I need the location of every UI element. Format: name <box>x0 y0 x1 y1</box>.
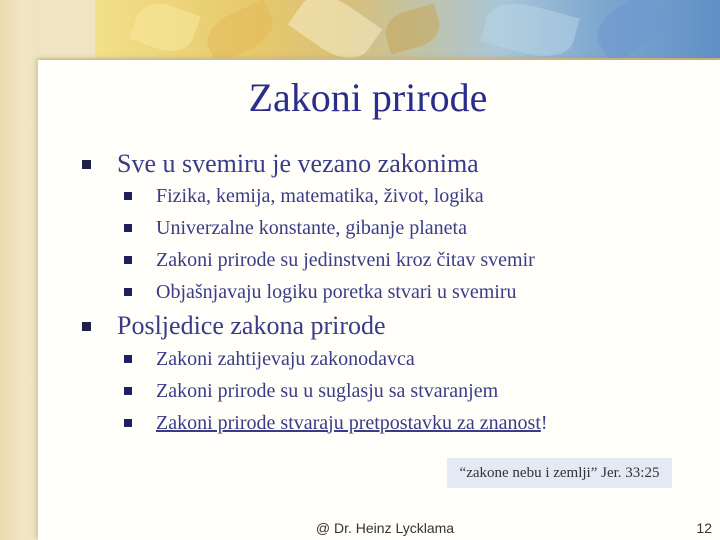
sub-bullet-item <box>124 212 535 244</box>
sub-bullet-text: Zakoni zahtijevaju zakonodavca <box>156 347 415 370</box>
sub-bullet-text: Objašnjavaju logiku poretka stvari u svemiru <box>156 280 517 303</box>
square-bullet-icon <box>124 224 132 232</box>
bullet-text: Sve u svemiru je vezano zakonima <box>117 149 479 178</box>
bullet-text: Posljedice zakona prirode <box>117 311 386 340</box>
square-bullet-icon <box>124 288 132 296</box>
leaf-decoration <box>129 0 201 59</box>
decorative-banner <box>95 0 720 60</box>
square-bullet-icon <box>124 192 132 200</box>
leaf-decoration <box>200 0 280 65</box>
square-bullet-icon <box>124 419 132 427</box>
leaf-decoration <box>480 0 579 65</box>
exclamation-mark: ! <box>540 411 548 434</box>
square-bullet-icon <box>82 322 91 331</box>
sub-bullet-text: Zakoni prirode su u suglasju sa stvaranjem <box>156 379 499 402</box>
leaf-decoration <box>588 0 672 64</box>
bullet-item <box>82 309 386 343</box>
sub-bullet-item <box>124 276 535 308</box>
sub-bullet-text: Univerzalne konstante, gibanje planeta <box>156 216 467 239</box>
slide-number: 12 <box>696 520 712 536</box>
square-bullet-icon <box>124 387 132 395</box>
slide-title: Zakoni prirode <box>248 75 488 120</box>
scripture-note: “zakone nebu i zemlji” Jer. 33:25 <box>447 458 672 488</box>
sub-bullet-item <box>124 244 535 276</box>
sub-bullet-text: Zakoni prirode su jedinstveni kroz čitav svemir <box>156 248 535 271</box>
sub-bullet-item <box>124 180 535 212</box>
sub-bullet-list <box>124 343 548 439</box>
sub-bullet-text: Fizika, kemija, matematika, život, logika <box>156 184 484 207</box>
bullet-list <box>82 309 386 343</box>
square-bullet-icon <box>124 355 132 363</box>
sub-bullet-item <box>124 375 548 407</box>
square-bullet-icon <box>124 256 132 264</box>
bullet-list <box>82 147 479 181</box>
leaf-decoration <box>381 4 444 55</box>
square-bullet-icon <box>82 160 91 169</box>
sub-bullet-link[interactable]: Zakoni prirode stvaraju pretpostavku za znanost <box>156 411 541 434</box>
parchment-strip <box>0 0 40 540</box>
sub-bullet-item <box>124 343 548 375</box>
sub-bullet-list <box>124 180 535 308</box>
footer-author: @ Dr. Heinz Lycklama <box>315 520 455 536</box>
sub-bullet-item <box>124 407 548 439</box>
bullet-item <box>82 147 479 181</box>
